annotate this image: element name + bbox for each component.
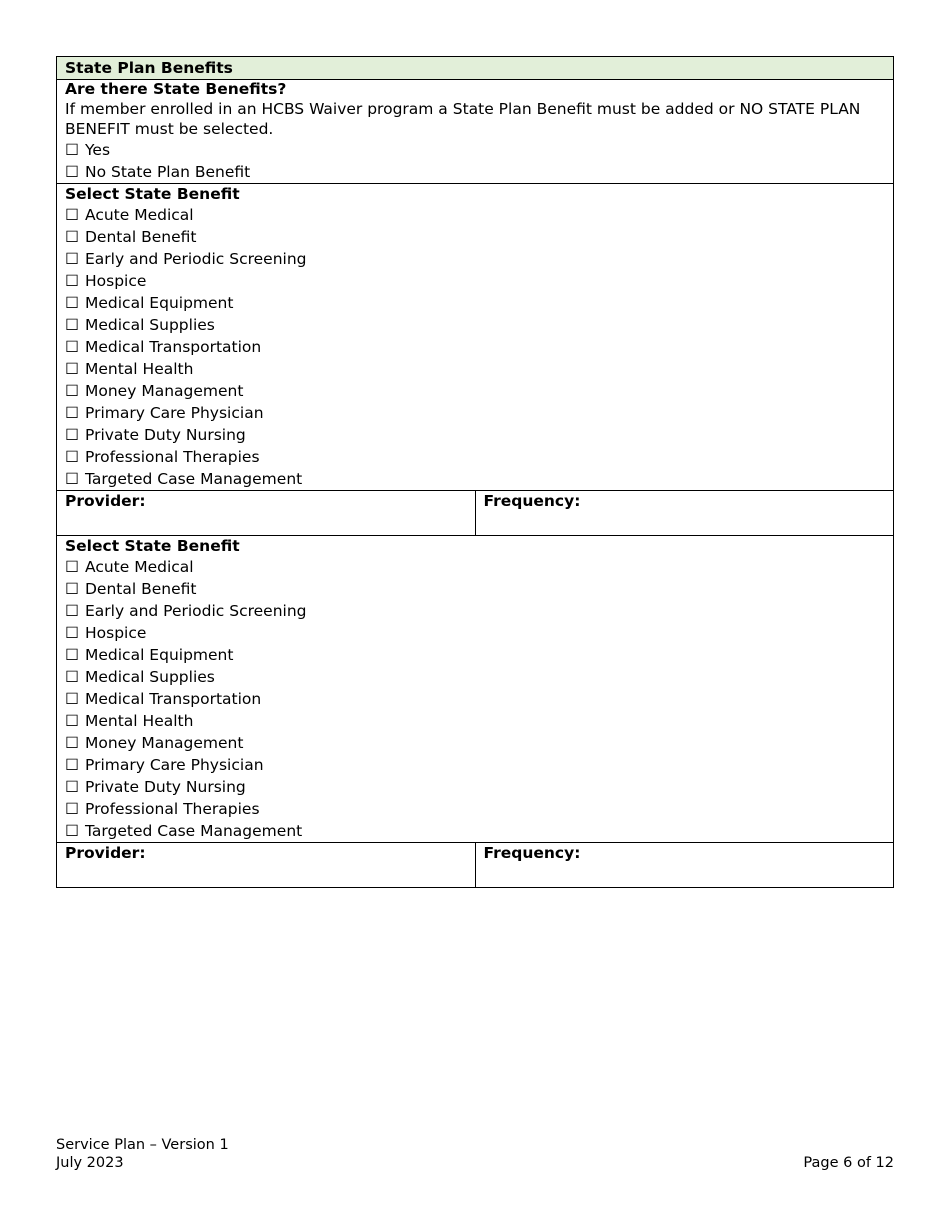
checkbox-icon[interactable]: ☐ (65, 624, 79, 642)
checkbox-option[interactable] (65, 710, 885, 732)
checkbox-option[interactable] (65, 556, 885, 578)
checkbox-label: Early and Periodic Screening (85, 602, 307, 620)
checkbox-option[interactable] (65, 424, 885, 446)
checkbox-label: Early and Periodic Screening (85, 250, 307, 268)
checkbox-label: Hospice (85, 624, 147, 642)
checkbox-icon[interactable]: ☐ (65, 712, 79, 730)
checkbox-icon[interactable]: ☐ (65, 141, 79, 159)
section-title: State Plan Benefits (57, 57, 894, 80)
checkbox-label: No State Plan Benefit (85, 163, 251, 181)
checkbox-icon[interactable]: ☐ (65, 404, 79, 422)
checkbox-option[interactable] (65, 336, 885, 358)
form-table (56, 56, 894, 888)
footer-document-title: Service Plan – Version 1 (56, 1137, 229, 1153)
checkbox-option[interactable] (65, 446, 885, 468)
checkbox-icon[interactable]: ☐ (65, 206, 79, 224)
checkbox-option[interactable] (65, 226, 885, 248)
checkbox-icon[interactable]: ☐ (65, 426, 79, 444)
checkbox-label: Mental Health (85, 712, 194, 730)
question-title: Are there State Benefits? (65, 80, 287, 98)
footer-left (56, 1136, 229, 1172)
checkbox-label: Money Management (85, 382, 244, 400)
question-instruction: If member enrolled in an HCBS Waiver program a State Plan Benefit must be added or NO STATE PLAN BENEFIT must be selected. (65, 100, 861, 138)
checkbox-option[interactable] (65, 578, 885, 600)
provider-label: Provider: (65, 492, 146, 510)
checkbox-label: Money Management (85, 734, 244, 752)
checkbox-label: Targeted Case Management (85, 470, 303, 488)
checkbox-option[interactable] (65, 732, 885, 754)
checkbox-icon[interactable]: ☐ (65, 822, 79, 840)
checkbox-icon[interactable]: ☐ (65, 580, 79, 598)
checkbox-label: Private Duty Nursing (85, 426, 246, 444)
benefit-block-1 (57, 184, 894, 491)
checkbox-icon[interactable]: ☐ (65, 360, 79, 378)
checkbox-icon[interactable]: ☐ (65, 163, 79, 181)
checkbox-label: Yes (85, 141, 111, 159)
checkbox-option[interactable] (65, 161, 885, 183)
checkbox-option[interactable] (65, 776, 885, 798)
checkbox-option[interactable] (65, 798, 885, 820)
checkbox-icon[interactable]: ☐ (65, 646, 79, 664)
checkbox-icon[interactable]: ☐ (65, 294, 79, 312)
checkbox-option[interactable] (65, 468, 885, 490)
checkbox-option[interactable] (65, 204, 885, 226)
checkbox-label: Mental Health (85, 360, 194, 378)
checkbox-icon[interactable]: ☐ (65, 382, 79, 400)
provider-field[interactable] (57, 843, 476, 888)
checkbox-label: Medical Supplies (85, 316, 215, 334)
benefit-block-2 (57, 536, 894, 843)
checkbox-icon[interactable]: ☐ (65, 272, 79, 290)
checkbox-icon[interactable]: ☐ (65, 800, 79, 818)
state-plan-benefits-form (56, 56, 894, 888)
checkbox-label: Dental Benefit (85, 580, 197, 598)
question-options (65, 139, 885, 183)
select-state-benefit-label: Select State Benefit (65, 185, 240, 203)
checkbox-option[interactable] (65, 139, 885, 161)
checkbox-label: Private Duty Nursing (85, 778, 246, 796)
checkbox-option[interactable] (65, 270, 885, 292)
frequency-field[interactable] (475, 491, 894, 536)
benefit-options-list (65, 556, 885, 842)
provider-field[interactable] (57, 491, 476, 536)
checkbox-label: Medical Equipment (85, 646, 234, 664)
checkbox-option[interactable] (65, 358, 885, 380)
checkbox-label: Medical Transportation (85, 690, 262, 708)
frequency-label: Frequency: (483, 844, 581, 862)
checkbox-option[interactable] (65, 666, 885, 688)
footer-page-number: Page 6 of 12 (803, 1155, 894, 1171)
checkbox-label: Medical Equipment (85, 294, 234, 312)
checkbox-icon[interactable]: ☐ (65, 250, 79, 268)
checkbox-icon[interactable]: ☐ (65, 734, 79, 752)
checkbox-label: Targeted Case Management (85, 822, 303, 840)
checkbox-option[interactable] (65, 688, 885, 710)
checkbox-label: Hospice (85, 272, 147, 290)
checkbox-option[interactable] (65, 314, 885, 336)
footer-date: July 2023 (56, 1155, 124, 1171)
checkbox-icon[interactable]: ☐ (65, 470, 79, 488)
frequency-field[interactable] (475, 843, 894, 888)
checkbox-icon[interactable]: ☐ (65, 316, 79, 334)
benefit-options-list (65, 204, 885, 490)
select-state-benefit-label: Select State Benefit (65, 537, 240, 555)
checkbox-icon[interactable]: ☐ (65, 228, 79, 246)
provider-label: Provider: (65, 844, 146, 862)
checkbox-icon[interactable]: ☐ (65, 448, 79, 466)
checkbox-icon[interactable]: ☐ (65, 338, 79, 356)
checkbox-label: Dental Benefit (85, 228, 197, 246)
checkbox-label: Medical Supplies (85, 668, 215, 686)
state-benefits-question (57, 80, 894, 184)
checkbox-icon[interactable]: ☐ (65, 756, 79, 774)
checkbox-label: Acute Medical (85, 206, 194, 224)
checkbox-label: Primary Care Physician (85, 756, 264, 774)
checkbox-label: Professional Therapies (85, 448, 260, 466)
checkbox-option[interactable] (65, 820, 885, 842)
checkbox-label: Primary Care Physician (85, 404, 264, 422)
checkbox-icon[interactable]: ☐ (65, 558, 79, 576)
checkbox-option[interactable] (65, 380, 885, 402)
checkbox-icon[interactable]: ☐ (65, 778, 79, 796)
checkbox-option[interactable] (65, 622, 885, 644)
checkbox-option[interactable] (65, 402, 885, 424)
checkbox-option[interactable] (65, 644, 885, 666)
checkbox-label: Acute Medical (85, 558, 194, 576)
checkbox-icon[interactable]: ☐ (65, 602, 79, 620)
checkbox-option[interactable] (65, 248, 885, 270)
checkbox-icon[interactable]: ☐ (65, 690, 79, 708)
checkbox-label: Medical Transportation (85, 338, 262, 356)
checkbox-option[interactable] (65, 754, 885, 776)
checkbox-icon[interactable]: ☐ (65, 668, 79, 686)
frequency-label: Frequency: (483, 492, 581, 510)
checkbox-option[interactable] (65, 292, 885, 314)
checkbox-option[interactable] (65, 600, 885, 622)
checkbox-label: Professional Therapies (85, 800, 260, 818)
